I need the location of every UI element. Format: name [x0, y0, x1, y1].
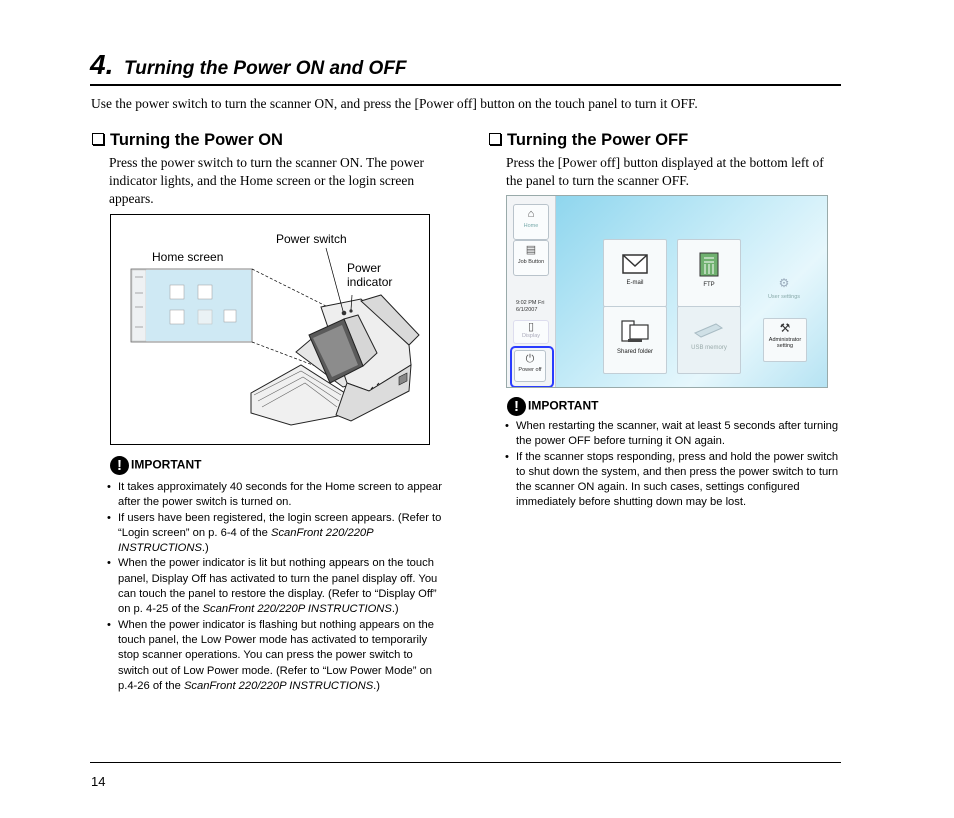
section-number: 4.	[90, 49, 114, 80]
shared-folder-label: Shared folder	[616, 349, 654, 355]
item-italic: ScanFront 220/220P INSTRUCTIONS	[118, 526, 374, 555]
footer-rule	[90, 762, 841, 763]
list-item	[107, 618, 445, 694]
server-icon	[696, 252, 722, 278]
user-settings-label: User settings	[767, 294, 801, 300]
label-power-switch: Power switch	[276, 232, 347, 246]
email-label: E-mail	[626, 280, 644, 286]
home-label: Home	[523, 223, 539, 229]
item-italic: ScanFront 220/220P INSTRUCTIONS	[183, 679, 374, 692]
checkbox-bullet-icon	[489, 133, 501, 145]
usb-icon	[692, 319, 726, 341]
section-title: Turning the Power ON and OFF	[124, 58, 407, 79]
important-heading-left	[110, 456, 201, 475]
important-label: IMPORTANT	[528, 398, 599, 413]
touch-panel-screenshot	[506, 195, 828, 388]
power-on-heading-text: Turning the Power ON	[110, 131, 283, 149]
panel-main	[556, 196, 827, 387]
user-settings-icon: ⚙	[778, 276, 790, 290]
shared-folder-tile[interactable]	[603, 306, 667, 374]
list-item	[505, 450, 841, 511]
power-on-heading	[92, 130, 283, 150]
home-icon: ⌂	[527, 208, 535, 220]
ftp-label: FTP	[703, 282, 715, 288]
item-text: When the power indicator is lit but nothing appears on the touch panel, Display Off has activated to turn the panel display off. You can touch the panel to restore the display. (Refer to “Display Off” on p. 4-25 of the	[118, 557, 438, 616]
important-list-left	[107, 480, 445, 694]
ftp-tile[interactable]	[677, 239, 741, 307]
admin-label-line2: setting	[776, 343, 794, 349]
item-text: It takes approximately 40 seconds for the Home screen to appear after the power switch is turned on.	[118, 481, 442, 509]
job-label: Job Button	[517, 259, 545, 265]
power-icon: ⏻	[525, 353, 535, 365]
item-text: If users have been registered, the login screen appears. (Refer to “Login screen” on p. 6-4 of the	[118, 511, 442, 539]
item-italic: ScanFront 220/220P INSTRUCTIONS	[202, 603, 392, 616]
power-off-label: Power off	[518, 367, 542, 373]
intro-paragraph: Use the power switch to turn the scanner ON, and press the [Power off] button on the touch panel to turn it OFF.	[91, 96, 698, 111]
admin-label-line1: Administrator	[768, 337, 802, 343]
item-text: When the power indicator is flashing but nothing appears on the touch panel, the Low Power mode has activated to temporarily stop scanner operations. You can press the power switch to switch out of Low Power mode. (Refer to “Low Power Mode” on p.4-26 of the	[118, 618, 434, 692]
item-text: When restarting the scanner, wait at least 5 seconds after turning the power OFF before turning it ON again.	[516, 420, 839, 448]
power-on-figure	[110, 214, 430, 445]
important-list-right	[505, 419, 841, 511]
important-heading-right	[507, 397, 598, 416]
header-rule	[90, 84, 841, 86]
user-settings-tile[interactable]	[763, 272, 805, 314]
power-off-heading-text: Turning the Power OFF	[507, 131, 689, 149]
label-home-screen: Home screen	[152, 250, 224, 264]
clock-date: 6/1/2007	[516, 307, 538, 313]
list-item	[107, 556, 445, 617]
shared-folder-icon	[620, 319, 650, 345]
clock	[516, 300, 544, 314]
home-button[interactable]	[513, 204, 549, 240]
list-item	[107, 480, 445, 511]
label-power-indicator-line1: Power	[347, 261, 382, 275]
display-button[interactable]	[513, 320, 549, 344]
item-text-end: .)	[373, 679, 381, 692]
power-off-text: Press the [Power off] button displayed at the bottom left of the panel to turn the scanner OFF.	[506, 155, 824, 188]
exclamation-icon: !	[110, 456, 129, 475]
important-label: IMPORTANT	[131, 457, 202, 472]
email-tile[interactable]	[603, 239, 667, 307]
usb-memory-tile[interactable]	[677, 306, 741, 374]
item-text: If the scanner stops responding, press and hold the power switch to shut down the system, and then press the power switch to turn the scanner ON again. In such cases, settings configured immediately before shutting down may be lost.	[516, 450, 839, 509]
envelope-icon	[622, 252, 648, 276]
power-off-button[interactable]	[514, 350, 546, 382]
list-item	[107, 511, 445, 557]
item-text-end: .)	[201, 542, 209, 555]
usb-label: USB memory	[691, 345, 727, 351]
display-icon: ▯	[527, 321, 535, 333]
exclamation-icon: !	[507, 397, 526, 416]
item-text-end: .)	[391, 603, 399, 616]
panel-sidebar	[507, 196, 556, 387]
list-item	[505, 419, 841, 450]
clock-time: 9:02 PM Fri	[516, 300, 545, 306]
label-power-indicator-line2: indicator	[347, 275, 393, 289]
checkbox-bullet-icon	[92, 133, 104, 145]
administrator-setting-tile[interactable]	[763, 318, 807, 362]
tools-icon: ⚒	[779, 321, 791, 335]
job-icon: ▤	[525, 244, 537, 256]
job-button[interactable]	[513, 240, 549, 276]
display-label: Display	[521, 333, 541, 339]
power-off-heading	[489, 130, 688, 150]
power-on-text: Press the power switch to turn the scanner ON. The power indicator lights, and the Home screen or the login screen appears.	[109, 155, 425, 206]
page-number: 14	[91, 774, 106, 789]
